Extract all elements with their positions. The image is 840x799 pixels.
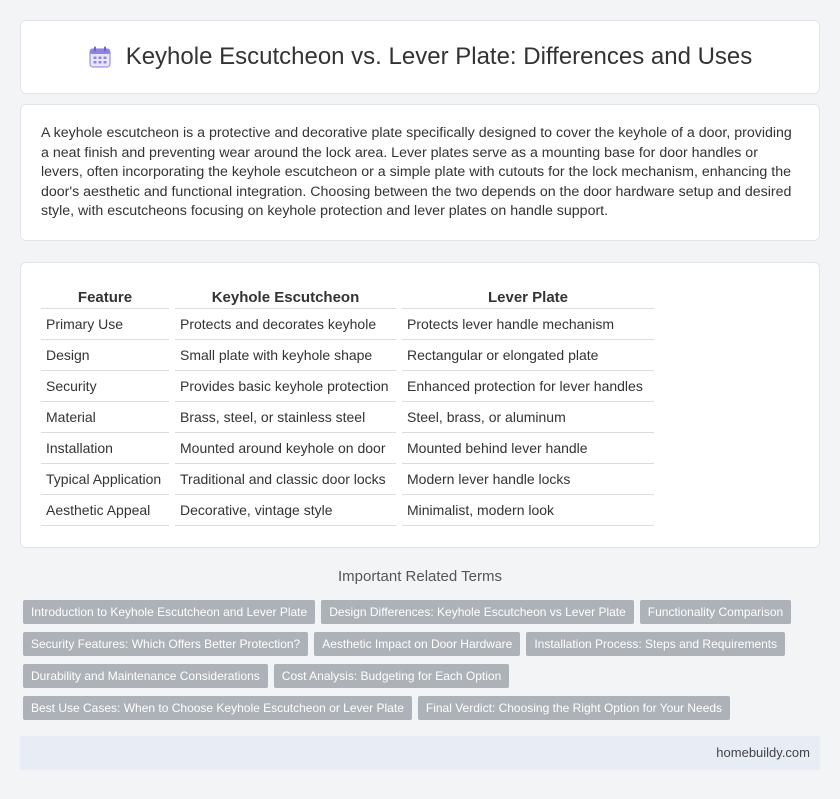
related-terms-heading: Important Related Terms xyxy=(338,568,502,585)
column-header-feature: Feature xyxy=(41,287,169,309)
table-cell: Aesthetic Appeal xyxy=(41,495,169,526)
table-cell: Modern lever handle locks xyxy=(402,464,654,495)
related-term-tag[interactable]: Best Use Cases: When to Choose Keyhole Escutcheon or Lever Plate xyxy=(23,696,412,720)
table-cell: Provides basic keyhole protection xyxy=(175,371,396,402)
related-term-tag[interactable]: Cost Analysis: Budgeting for Each Option xyxy=(274,664,509,688)
related-term-tag[interactable]: Durability and Maintenance Considerations xyxy=(23,664,268,688)
table-cell: Security xyxy=(41,371,169,402)
table-cell: Small plate with keyhole shape xyxy=(175,340,396,371)
intro-card xyxy=(20,104,820,241)
related-term-tag[interactable]: Security Features: Which Offers Better Protection? xyxy=(23,632,308,656)
related-term-tag[interactable]: Installation Process: Steps and Requirements xyxy=(526,632,785,656)
table-cell: Decorative, vintage style xyxy=(175,495,396,526)
comparison-table-card xyxy=(20,262,820,548)
table-header-row xyxy=(41,287,654,309)
table-cell: Enhanced protection for lever handles xyxy=(402,371,654,402)
table-row xyxy=(41,371,654,402)
table-cell: Rectangular or elongated plate xyxy=(402,340,654,371)
table-cell: Material xyxy=(41,402,169,433)
page-title: Keyhole Escutcheon vs. Lever Plate: Differences and Uses xyxy=(125,43,753,70)
table-cell: Minimalist, modern look xyxy=(402,495,654,526)
column-header-lever-plate: Lever Plate xyxy=(402,287,654,309)
footer xyxy=(20,736,820,770)
related-term-tag[interactable]: Final Verdict: Choosing the Right Option for Your Needs xyxy=(418,696,730,720)
table-cell: Installation xyxy=(41,433,169,464)
table-cell: Brass, steel, or stainless steel xyxy=(175,402,396,433)
column-header-keyhole-escutcheon: Keyhole Escutcheon xyxy=(175,287,396,309)
table-cell: Mounted behind lever handle xyxy=(402,433,654,464)
table-row xyxy=(41,433,654,464)
related-term-tag[interactable]: Introduction to Keyhole Escutcheon and Lever Plate xyxy=(23,600,315,624)
table-row xyxy=(41,402,654,433)
title-card xyxy=(20,20,820,94)
related-term-tag[interactable]: Design Differences: Keyhole Escutcheon vs Lever Plate xyxy=(321,600,634,624)
table-cell: Primary Use xyxy=(41,309,169,340)
table-cell: Steel, brass, or aluminum xyxy=(402,402,654,433)
table-row xyxy=(41,309,654,340)
table-row xyxy=(41,464,654,495)
table-cell: Typical Application xyxy=(41,464,169,495)
table-row xyxy=(41,340,654,371)
table-cell: Design xyxy=(41,340,169,371)
calendar-icon xyxy=(88,45,112,69)
related-term-tag[interactable]: Functionality Comparison xyxy=(640,600,791,624)
table-cell: Traditional and classic door locks xyxy=(175,464,396,495)
table-cell: Mounted around keyhole on door xyxy=(175,433,396,464)
table-row xyxy=(41,495,654,526)
footer-site-link[interactable]: homebuildy.com xyxy=(716,745,810,760)
related-term-tag[interactable]: Aesthetic Impact on Door Hardware xyxy=(314,632,520,656)
table-cell: Protects and decorates keyhole xyxy=(175,309,396,340)
table-cell: Protects lever handle mechanism xyxy=(402,309,654,340)
intro-text: A keyhole escutcheon is a protective and decorative plate specifically designed to cover the keyhole of a door, providing a neat finish and preventing wear around the lock area. Lever plates serve as a mounting base for door handles or levers, often incorporating the keyhole escutcheon or a simple plate with cutouts for the lock mechanism, enhancing the door's aesthetic and functional integration. Choosing between the two depends on the door hardware setup and desired style, with escutcheons focusing on keyhole protection and lever plates on handle support. xyxy=(41,125,792,219)
related-terms-list xyxy=(23,600,813,720)
comparison-table xyxy=(35,287,660,526)
